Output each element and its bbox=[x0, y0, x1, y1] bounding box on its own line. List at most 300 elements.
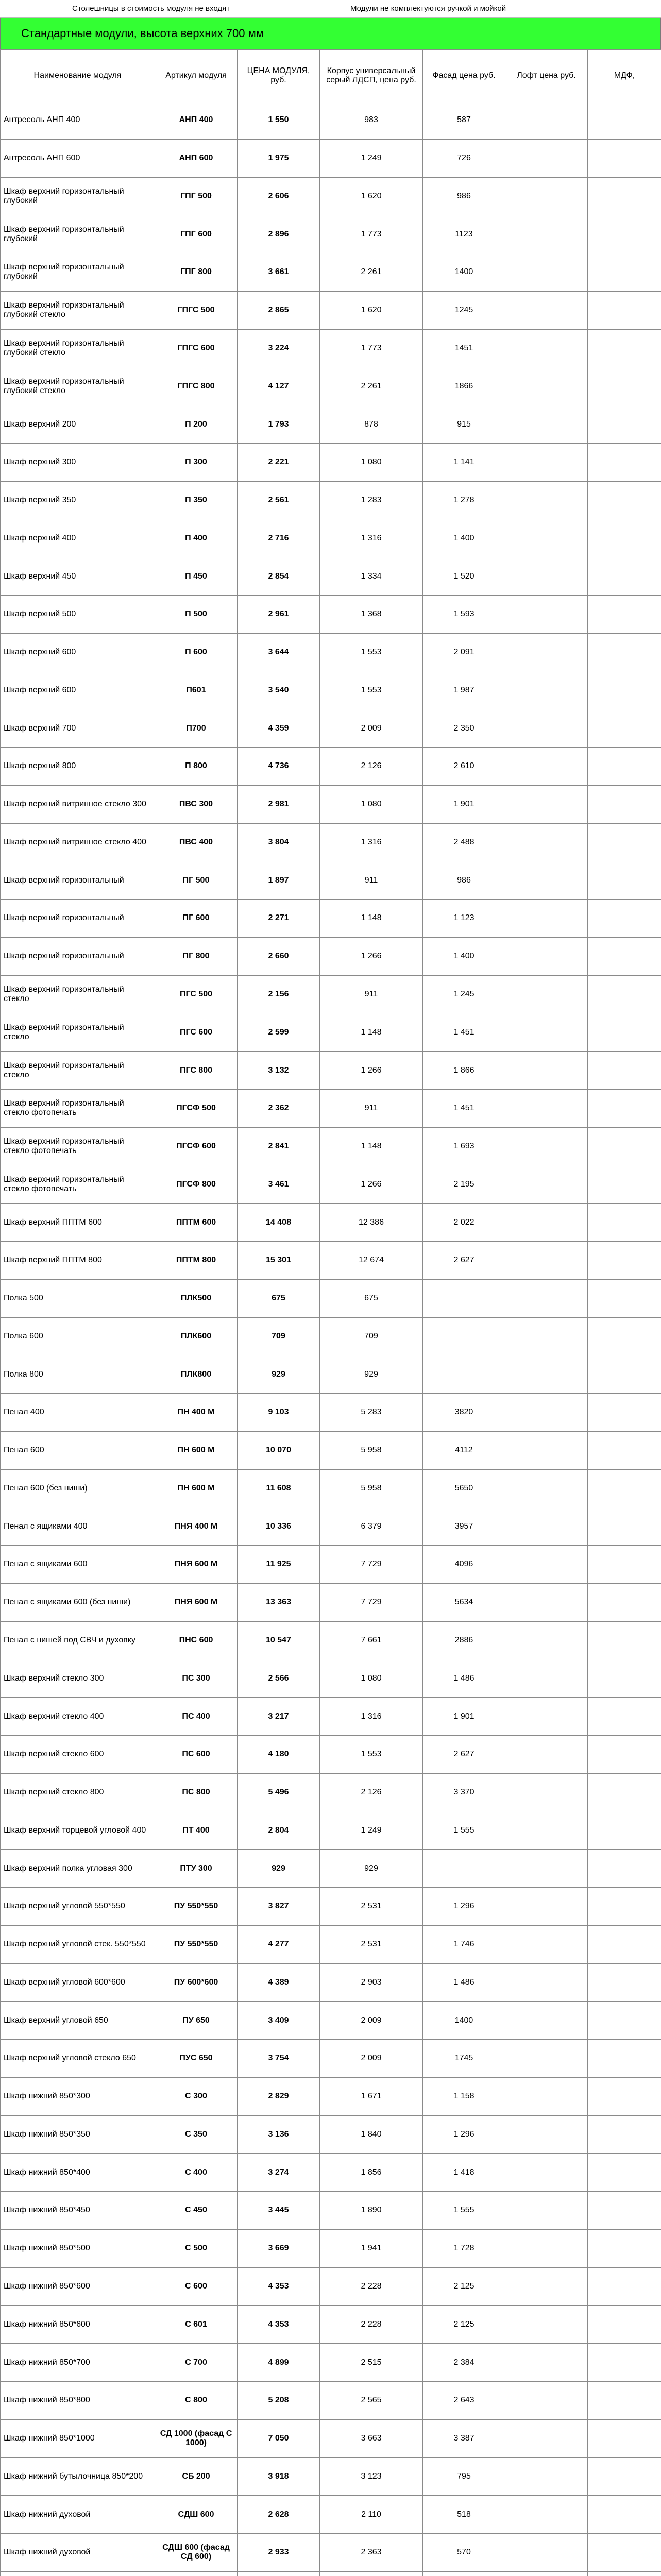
cell-mdf bbox=[588, 595, 661, 633]
cell-price: 709 bbox=[238, 1317, 320, 1355]
cell-name: Шкаф верхний 200 bbox=[1, 405, 155, 444]
cell-korpus: 3 663 bbox=[320, 2419, 423, 2458]
cell-price: 3 132 bbox=[238, 1052, 320, 1090]
cell-korpus: 1 941 bbox=[320, 2229, 423, 2267]
table-row bbox=[1, 1925, 661, 1963]
cell-art: ПГС 600 bbox=[155, 1013, 238, 1052]
cell-name: Шкаф верхний горизонтальный глубокий стекло bbox=[1, 291, 155, 329]
cell-fasad: 1 296 bbox=[423, 2115, 505, 2154]
cell-fasad: 518 bbox=[423, 2496, 505, 2534]
cell-korpus: 2 261 bbox=[320, 367, 423, 405]
cell-price: 3 669 bbox=[238, 2229, 320, 2267]
cell-art: СДШ 600 bbox=[155, 2496, 238, 2534]
cell-fasad: 2 488 bbox=[423, 823, 505, 861]
cell-korpus bbox=[320, 2571, 423, 2576]
cell-mdf bbox=[588, 1469, 661, 1507]
table-row bbox=[1, 2419, 661, 2458]
cell-art: ГПГ 600 bbox=[155, 215, 238, 253]
cell-price: 4 180 bbox=[238, 1735, 320, 1773]
cell-name: Шкаф верхний горизонтальный стекло фотопечать bbox=[1, 1127, 155, 1165]
cell-fasad: 1 418 bbox=[423, 2154, 505, 2192]
cell-art: П 400 bbox=[155, 519, 238, 557]
cell-price: 7 050 bbox=[238, 2419, 320, 2458]
cell-loft bbox=[505, 1850, 588, 1888]
cell-loft bbox=[505, 253, 588, 292]
cell-name: Шкаф верхний угловой стекло 650 bbox=[1, 2040, 155, 2078]
cell-art: АНП 600 bbox=[155, 139, 238, 177]
cell-korpus: 7 729 bbox=[320, 1583, 423, 1621]
cell-art: ПВС 300 bbox=[155, 785, 238, 823]
cell-loft bbox=[505, 1735, 588, 1773]
cell-price: 3 540 bbox=[238, 671, 320, 709]
cell-price: 4 899 bbox=[238, 2344, 320, 2382]
cell-loft bbox=[505, 2381, 588, 2419]
cell-name bbox=[1, 2571, 155, 2576]
cell-korpus: 3 123 bbox=[320, 2458, 423, 2496]
cell-korpus: 2 228 bbox=[320, 2306, 423, 2344]
cell-fasad: 726 bbox=[423, 139, 505, 177]
table-row bbox=[1, 1811, 661, 1850]
table-row bbox=[1, 2154, 661, 2192]
cell-loft bbox=[505, 2306, 588, 2344]
table-row bbox=[1, 1431, 661, 1469]
cell-name: Пенал 600 (без ниши) bbox=[1, 1469, 155, 1507]
cell-name: Шкаф верхний 700 bbox=[1, 709, 155, 748]
cell-korpus: 1 368 bbox=[320, 595, 423, 633]
header-price: ЦЕНА МОДУЛЯ, руб. bbox=[238, 50, 320, 101]
cell-mdf bbox=[588, 1773, 661, 1811]
table-row bbox=[1, 1583, 661, 1621]
cell-price: 2 804 bbox=[238, 1811, 320, 1850]
cell-name: Шкаф верхний горизонтальный глубокий стекло bbox=[1, 367, 155, 405]
cell-fasad: 1 245 bbox=[423, 975, 505, 1013]
cell-price: 4 353 bbox=[238, 2306, 320, 2344]
cell-fasad: 2 125 bbox=[423, 2267, 505, 2306]
table-row bbox=[1, 823, 661, 861]
cell-korpus: 911 bbox=[320, 861, 423, 900]
cell-price: 3 224 bbox=[238, 329, 320, 367]
cell-fasad: 1 901 bbox=[423, 785, 505, 823]
cell-loft bbox=[505, 1317, 588, 1355]
cell-art: С 700 bbox=[155, 2344, 238, 2382]
cell-price: 2 841 bbox=[238, 1127, 320, 1165]
cell-price: 2 829 bbox=[238, 2077, 320, 2115]
cell-price: 2 854 bbox=[238, 557, 320, 596]
cell-mdf bbox=[588, 177, 661, 215]
cell-korpus: 1 620 bbox=[320, 291, 423, 329]
cell-loft bbox=[505, 1355, 588, 1394]
cell-mdf bbox=[588, 2306, 661, 2344]
cell-price: 929 bbox=[238, 1850, 320, 1888]
cell-fasad: 2 384 bbox=[423, 2344, 505, 2382]
cell-name: Шкаф нижний 850*500 bbox=[1, 2229, 155, 2267]
table-row bbox=[1, 937, 661, 975]
cell-name: Шкаф верхний 450 bbox=[1, 557, 155, 596]
cell-art: П700 bbox=[155, 709, 238, 748]
cell-name: Антресоль АНП 400 bbox=[1, 101, 155, 140]
cell-mdf bbox=[588, 709, 661, 748]
table-row bbox=[1, 1698, 661, 1736]
cell-art: ПГСФ 600 bbox=[155, 1127, 238, 1165]
cell-loft bbox=[505, 2344, 588, 2382]
cell-price: 2 716 bbox=[238, 519, 320, 557]
table-row bbox=[1, 2115, 661, 2154]
cell-korpus: 1 148 bbox=[320, 1127, 423, 1165]
cell-mdf bbox=[588, 1507, 661, 1546]
cell-korpus: 1 773 bbox=[320, 215, 423, 253]
cell-price: 3 918 bbox=[238, 2458, 320, 2496]
cell-name: Полка 500 bbox=[1, 1279, 155, 1317]
cell-name: Шкаф верхний горизонтальный bbox=[1, 937, 155, 975]
cell-price: 929 bbox=[238, 1355, 320, 1394]
cell-art: ПГСФ 800 bbox=[155, 1165, 238, 1204]
cell-mdf bbox=[588, 2419, 661, 2458]
cell-mdf bbox=[588, 1735, 661, 1773]
price-table bbox=[0, 49, 661, 2576]
cell-art: С 800 bbox=[155, 2381, 238, 2419]
table-row bbox=[1, 748, 661, 786]
cell-name: Шкаф нижний 850*600 bbox=[1, 2306, 155, 2344]
cell-art: ПУ 550*550 bbox=[155, 1887, 238, 1925]
cell-price: 2 221 bbox=[238, 443, 320, 481]
cell-fasad: 587 bbox=[423, 101, 505, 140]
table-row bbox=[1, 1089, 661, 1127]
cell-price: 4 127 bbox=[238, 367, 320, 405]
cell-fasad: 1745 bbox=[423, 2040, 505, 2078]
cell-korpus: 1 080 bbox=[320, 785, 423, 823]
cell-loft bbox=[505, 405, 588, 444]
cell-korpus: 2 009 bbox=[320, 709, 423, 748]
cell-mdf bbox=[588, 2458, 661, 2496]
cell-korpus: 1 856 bbox=[320, 2154, 423, 2192]
cell-fasad: 2886 bbox=[423, 1621, 505, 1659]
cell-mdf bbox=[588, 2496, 661, 2534]
cell-loft bbox=[505, 1165, 588, 1204]
table-row bbox=[1, 2344, 661, 2382]
cell-loft bbox=[505, 1887, 588, 1925]
cell-art: ПНЯ 400 М bbox=[155, 1507, 238, 1546]
cell-korpus: 983 bbox=[320, 101, 423, 140]
cell-art: ПТ 400 bbox=[155, 1811, 238, 1850]
cell-loft bbox=[505, 1773, 588, 1811]
cell-price: 4 353 bbox=[238, 2267, 320, 2306]
cell-mdf bbox=[588, 1204, 661, 1242]
cell-art: ПН 600 М bbox=[155, 1469, 238, 1507]
header-name: Наименование модуля bbox=[1, 50, 155, 101]
cell-loft bbox=[505, 2496, 588, 2534]
cell-mdf bbox=[588, 1887, 661, 1925]
cell-mdf bbox=[588, 1546, 661, 1584]
cell-fasad: 2 627 bbox=[423, 1735, 505, 1773]
header-fasad: Фасад цена руб. bbox=[423, 50, 505, 101]
cell-price: 15 301 bbox=[238, 1241, 320, 1279]
cell-art: ПГ 600 bbox=[155, 900, 238, 938]
cell-art: АНП 400 bbox=[155, 101, 238, 140]
cell-fasad: 1123 bbox=[423, 215, 505, 253]
cell-korpus: 1 316 bbox=[320, 1698, 423, 1736]
cell-mdf bbox=[588, 748, 661, 786]
cell-price: 4 736 bbox=[238, 748, 320, 786]
table-row bbox=[1, 2229, 661, 2267]
cell-fasad: 1 555 bbox=[423, 2192, 505, 2230]
header-loft: Лофт цена руб. bbox=[505, 50, 588, 101]
cell-mdf bbox=[588, 975, 661, 1013]
cell-art: ГПГС 500 bbox=[155, 291, 238, 329]
cell-name: Шкаф верхний 500 bbox=[1, 595, 155, 633]
cell-price: 3 274 bbox=[238, 2154, 320, 2192]
cell-korpus: 5 958 bbox=[320, 1431, 423, 1469]
table-row bbox=[1, 1735, 661, 1773]
cell-mdf bbox=[588, 1355, 661, 1394]
cell-mdf bbox=[588, 2192, 661, 2230]
cell-mdf bbox=[588, 1013, 661, 1052]
cell-loft bbox=[505, 1507, 588, 1546]
cell-korpus: 1 266 bbox=[320, 1052, 423, 1090]
table-row bbox=[1, 1963, 661, 2002]
cell-art: П 450 bbox=[155, 557, 238, 596]
cell-art: П 350 bbox=[155, 481, 238, 519]
cell-name: Шкаф верхний 300 bbox=[1, 443, 155, 481]
cell-loft bbox=[505, 2458, 588, 2496]
table-row bbox=[1, 633, 661, 671]
cell-name: Антресоль АНП 600 bbox=[1, 139, 155, 177]
cell-korpus: 1 840 bbox=[320, 2115, 423, 2154]
cell-name: Шкаф нижний 850*800 bbox=[1, 2381, 155, 2419]
cell-loft bbox=[505, 900, 588, 938]
cell-art: П 500 bbox=[155, 595, 238, 633]
cell-fasad: 4112 bbox=[423, 1431, 505, 1469]
cell-korpus: 2 009 bbox=[320, 2002, 423, 2040]
cell-name: Шкаф верхний горизонтальный стекло bbox=[1, 975, 155, 1013]
cell-fasad: 795 bbox=[423, 2458, 505, 2496]
cell-mdf bbox=[588, 2115, 661, 2154]
cell-fasad: 1 901 bbox=[423, 1698, 505, 1736]
cell-price: 2 606 bbox=[238, 177, 320, 215]
cell-fasad: 1 746 bbox=[423, 1925, 505, 1963]
cell-korpus: 878 bbox=[320, 405, 423, 444]
cell-art: ПС 400 bbox=[155, 1698, 238, 1736]
cell-price: 10 547 bbox=[238, 1621, 320, 1659]
cell-name: Шкаф верхний угловой стек. 550*550 bbox=[1, 1925, 155, 1963]
cell-art: ПН 600 М bbox=[155, 1431, 238, 1469]
cell-price: 3 445 bbox=[238, 2192, 320, 2230]
table-row bbox=[1, 2077, 661, 2115]
cell-korpus: 1 671 bbox=[320, 2077, 423, 2115]
cell-mdf bbox=[588, 1052, 661, 1090]
cell-korpus: 1 334 bbox=[320, 557, 423, 596]
cell-price: 13 363 bbox=[238, 1583, 320, 1621]
cell-fasad: 986 bbox=[423, 177, 505, 215]
cell-korpus: 2 126 bbox=[320, 748, 423, 786]
cell-loft bbox=[505, 937, 588, 975]
cell-mdf bbox=[588, 1621, 661, 1659]
cell-fasad: 1 141 bbox=[423, 443, 505, 481]
cell-name: Шкаф нижний 850*1000 bbox=[1, 2419, 155, 2458]
cell-fasad: 1400 bbox=[423, 2002, 505, 2040]
cell-mdf bbox=[588, 937, 661, 975]
cell-loft bbox=[505, 2040, 588, 2078]
cell-korpus: 2 515 bbox=[320, 2344, 423, 2382]
table-row bbox=[1, 1659, 661, 1698]
cell-korpus: 929 bbox=[320, 1355, 423, 1394]
cell-korpus: 709 bbox=[320, 1317, 423, 1355]
cell-fasad: 1 451 bbox=[423, 1089, 505, 1127]
cell-art: ГПГС 800 bbox=[155, 367, 238, 405]
cell-name: Шкаф верхний горизонтальный bbox=[1, 861, 155, 900]
cell-price: 2 362 bbox=[238, 1089, 320, 1127]
cell-mdf bbox=[588, 785, 661, 823]
table-row bbox=[1, 1165, 661, 1204]
cell-art: С 300 bbox=[155, 2077, 238, 2115]
cell-korpus: 12 674 bbox=[320, 1241, 423, 1279]
cell-price: 4 277 bbox=[238, 1925, 320, 1963]
cell-korpus: 2 126 bbox=[320, 1773, 423, 1811]
table-row bbox=[1, 215, 661, 253]
table-row bbox=[1, 1469, 661, 1507]
cell-korpus: 911 bbox=[320, 975, 423, 1013]
cell-korpus: 1 080 bbox=[320, 1659, 423, 1698]
cell-art: СДШ 600 (фасад СД 600) bbox=[155, 2534, 238, 2572]
cell-korpus: 2 363 bbox=[320, 2534, 423, 2572]
cell-mdf bbox=[588, 2229, 661, 2267]
cell-fasad: 2 610 bbox=[423, 748, 505, 786]
cell-korpus: 5 958 bbox=[320, 1469, 423, 1507]
cell-loft bbox=[505, 291, 588, 329]
cell-art: СБ 200 bbox=[155, 2458, 238, 2496]
cell-loft bbox=[505, 975, 588, 1013]
cell-name: Шкаф верхний торцевой угловой 400 bbox=[1, 1811, 155, 1850]
cell-art: С 601 bbox=[155, 2306, 238, 2344]
cell-korpus: 1 266 bbox=[320, 1165, 423, 1204]
cell-korpus: 2 110 bbox=[320, 2496, 423, 2534]
cell-price: 2 599 bbox=[238, 1013, 320, 1052]
cell-art: ГПГ 800 bbox=[155, 253, 238, 292]
cell-mdf bbox=[588, 405, 661, 444]
cell-mdf bbox=[588, 2344, 661, 2382]
cell-loft bbox=[505, 2115, 588, 2154]
cell-art: ПГС 500 bbox=[155, 975, 238, 1013]
cell-mdf bbox=[588, 1317, 661, 1355]
cell-korpus: 1 773 bbox=[320, 329, 423, 367]
cell-mdf bbox=[588, 481, 661, 519]
cell-loft bbox=[505, 329, 588, 367]
cell-price: 5 496 bbox=[238, 1773, 320, 1811]
cell-loft bbox=[505, 1469, 588, 1507]
cell-price: 1 793 bbox=[238, 405, 320, 444]
cell-price: 2 628 bbox=[238, 2496, 320, 2534]
cell-price: 10 070 bbox=[238, 1431, 320, 1469]
cell-korpus: 1 283 bbox=[320, 481, 423, 519]
cell-korpus: 675 bbox=[320, 1279, 423, 1317]
cell-name: Пенал с ящиками 600 (без ниши) bbox=[1, 1583, 155, 1621]
cell-loft bbox=[505, 1127, 588, 1165]
cell-price: 2 566 bbox=[238, 1659, 320, 1698]
table-row bbox=[1, 785, 661, 823]
table-row bbox=[1, 595, 661, 633]
cell-mdf bbox=[588, 633, 661, 671]
table-row bbox=[1, 671, 661, 709]
table-row bbox=[1, 2496, 661, 2534]
cell-name: Шкаф верхний горизонтальный глубокий bbox=[1, 253, 155, 292]
cell-fasad: 2 195 bbox=[423, 1165, 505, 1204]
cell-price: 2 933 bbox=[238, 2534, 320, 2572]
cell-name: Пенал с нишей под СВЧ и духовку bbox=[1, 1621, 155, 1659]
table-row bbox=[1, 2381, 661, 2419]
table-row bbox=[1, 1621, 661, 1659]
table-row bbox=[1, 1013, 661, 1052]
table-row bbox=[1, 139, 661, 177]
cell-art: ПН 400 М bbox=[155, 1394, 238, 1432]
cell-art: С 400 bbox=[155, 2154, 238, 2192]
cell-loft bbox=[505, 1052, 588, 1090]
cell-name: Шкаф верхний ППТМ 800 bbox=[1, 1241, 155, 1279]
cell-name: Пенал 400 bbox=[1, 1394, 155, 1432]
cell-name: Шкаф верхний стекло 600 bbox=[1, 1735, 155, 1773]
table-row bbox=[1, 2571, 661, 2576]
cell-fasad: 1 123 bbox=[423, 900, 505, 938]
cell-price: 3 804 bbox=[238, 823, 320, 861]
cell-name: Шкаф верхний 600 bbox=[1, 633, 155, 671]
cell-fasad: 1 400 bbox=[423, 519, 505, 557]
cell-price: 2 271 bbox=[238, 900, 320, 938]
cell-loft bbox=[505, 785, 588, 823]
cell-art: ПГ 500 bbox=[155, 861, 238, 900]
table-row bbox=[1, 1317, 661, 1355]
cell-art: СД 1000 (фасад С 1000) bbox=[155, 2419, 238, 2458]
cell-art: С 450 bbox=[155, 2192, 238, 2230]
cell-fasad: 1 278 bbox=[423, 481, 505, 519]
cell-loft bbox=[505, 1089, 588, 1127]
cell-art: ПНЯ 600 М bbox=[155, 1546, 238, 1584]
cell-price: 4 359 bbox=[238, 709, 320, 748]
cell-name: Шкаф нижний духовой bbox=[1, 2534, 155, 2572]
cell-art: С 350 bbox=[155, 2115, 238, 2154]
cell-fasad: 2 350 bbox=[423, 709, 505, 748]
table-row bbox=[1, 1546, 661, 1584]
cell-mdf bbox=[588, 367, 661, 405]
cell-loft bbox=[505, 481, 588, 519]
cell-price: 3 461 bbox=[238, 1165, 320, 1204]
table-body bbox=[1, 101, 661, 2576]
cell-art: ПУ 600*600 bbox=[155, 1963, 238, 2002]
cell-fasad: 1866 bbox=[423, 367, 505, 405]
cell-name: Шкаф верхний угловой 600*600 bbox=[1, 1963, 155, 2002]
cell-korpus: 929 bbox=[320, 1850, 423, 1888]
cell-loft bbox=[505, 1621, 588, 1659]
cell-mdf bbox=[588, 1850, 661, 1888]
cell-korpus: 7 661 bbox=[320, 1621, 423, 1659]
cell-korpus: 1 148 bbox=[320, 900, 423, 938]
table-row bbox=[1, 1507, 661, 1546]
cell-loft bbox=[505, 1659, 588, 1698]
cell-mdf bbox=[588, 1811, 661, 1850]
cell-name: Шкаф верхний угловой 650 bbox=[1, 2002, 155, 2040]
table-row bbox=[1, 900, 661, 938]
table-header-row bbox=[1, 50, 661, 101]
cell-art: ПВС 400 bbox=[155, 823, 238, 861]
cell-art: ПНС 600 bbox=[155, 1621, 238, 1659]
cell-korpus: 7 729 bbox=[320, 1546, 423, 1584]
cell-price: 2 981 bbox=[238, 785, 320, 823]
cell-name: Пенал с ящиками 600 bbox=[1, 1546, 155, 1584]
cell-loft bbox=[505, 671, 588, 709]
cell-name: Шкаф верхний витринное стекло 300 bbox=[1, 785, 155, 823]
cell-fasad: 986 bbox=[423, 861, 505, 900]
cell-name: Шкаф нижний 850*350 bbox=[1, 2115, 155, 2154]
cell-mdf bbox=[588, 2002, 661, 2040]
cell-fasad: 2 022 bbox=[423, 1204, 505, 1242]
cell-price: 2 156 bbox=[238, 975, 320, 1013]
